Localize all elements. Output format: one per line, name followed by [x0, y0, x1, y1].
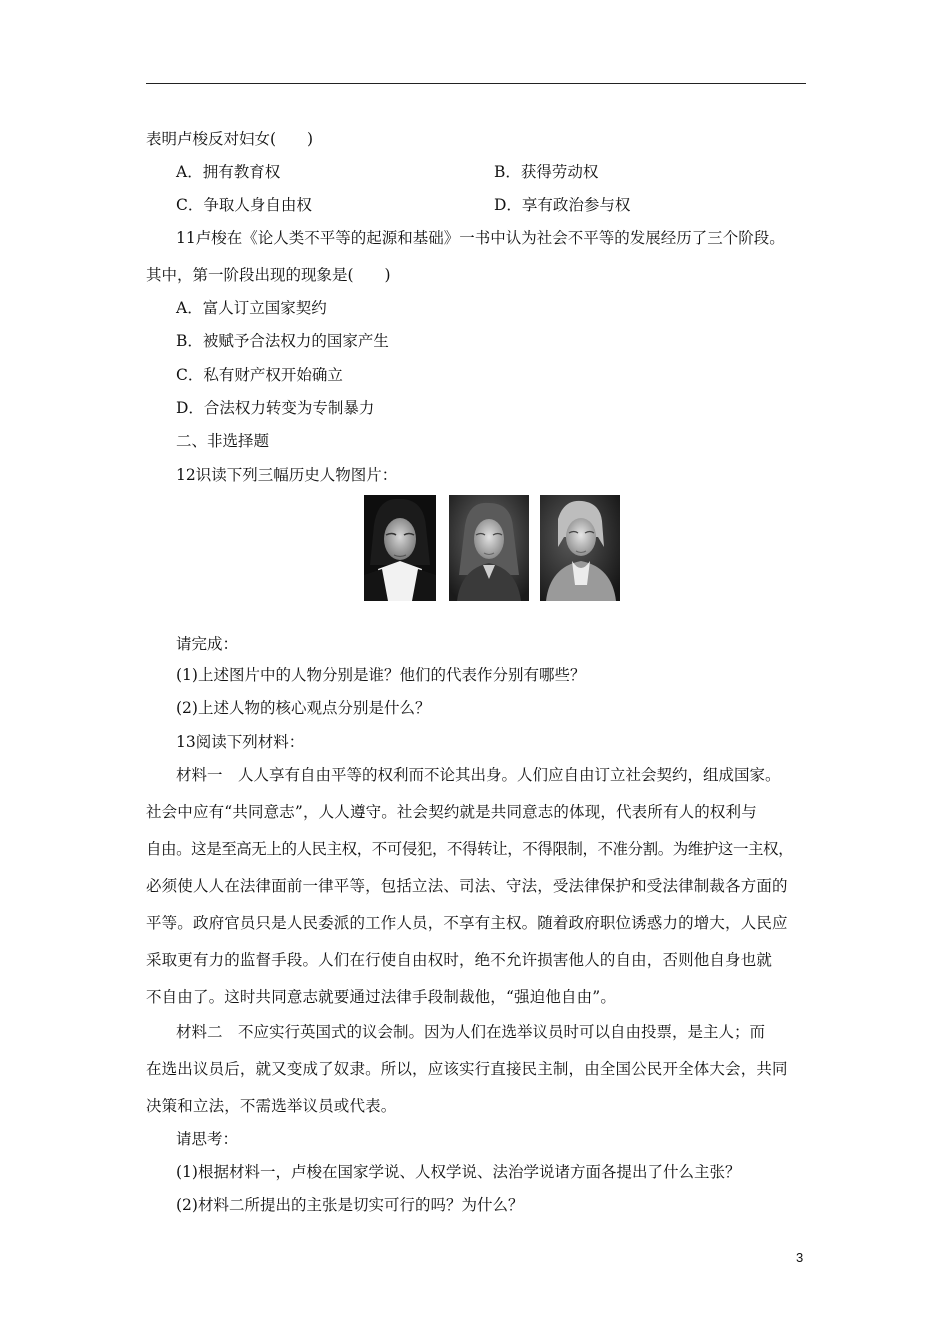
material-2-line3: 决策和立法，不需选举议员或代表。	[146, 1097, 397, 1115]
q12-subquestion-1: (1)上述图片中的人物分别是谁？他们的代表作分别有哪些？	[176, 666, 586, 684]
portrait-2	[449, 495, 529, 601]
material-1-line6: 采取更有力的监督手段。人们在行使自由权时，绝不允许损害他人的自由，否则他自身也就	[146, 951, 773, 969]
material-1-line7: 不自由了。这时共同意志就要通过法律手段制裁他，“强迫他自由”。	[146, 988, 617, 1006]
material-1-line3: 自由。这是至高无上的人民主权，不可侵犯，不得转让，不得限制，不准分割。为维护这一主权，	[146, 840, 794, 858]
q13-subquestion-1: (1)根据材料一，卢梭在国家学说、人权学说、法治学说诸方面各提出了什么主张？	[176, 1163, 741, 1181]
q12-stem: 12识读下列三幅历史人物图片：	[176, 466, 398, 484]
material-2-line2: 在选出议员后，就又变成了奴隶。所以，应该实行直接民主制，由全国公民开全体大会，共同	[146, 1060, 788, 1078]
q13-subquestion-2: (2)材料二所提出的主张是切实可行的吗？为什么？	[176, 1196, 524, 1214]
header-rule	[146, 83, 806, 84]
q10-option-d: D．享有政治参与权	[494, 196, 631, 214]
historical-portraits	[364, 495, 620, 601]
q11-stem-line1: 11卢梭在《论人类不平等的起源和基础》一书中认为社会不平等的发展经历了三个阶段。	[176, 229, 785, 247]
q11-option-a: A．富人订立国家契约	[176, 299, 327, 317]
q13-stem: 13阅读下列材料：	[176, 733, 305, 751]
portrait-1	[364, 495, 436, 601]
q11-option-b: B．被赋予合法权力的国家产生	[176, 332, 389, 350]
page-number: 3	[796, 1250, 804, 1265]
q12-subquestion-2: (2)上述人物的核心观点分别是什么？	[176, 699, 431, 717]
q13-instruction: 请思考：	[176, 1130, 239, 1148]
q11-option-d: D．合法权力转变为专制暴力	[176, 399, 375, 417]
material-1-line5: 平等。政府官员只是人民委派的工作人员，不享有主权。随着政府职位诱惑力的增大，人民应	[146, 914, 788, 932]
q10-option-b: B．获得劳动权	[494, 163, 599, 181]
q11-option-c: C．私有财产权开始确立	[176, 366, 343, 384]
q10-option-a: A．拥有教育权	[176, 163, 281, 181]
material-2-line1: 材料二 不应实行英国式的议会制。因为人们在选举议员时可以自由投票，是主人；而	[176, 1023, 766, 1041]
q12-instruction: 请完成：	[176, 635, 239, 653]
q10-option-c: C．争取人身自由权	[176, 196, 312, 214]
section-heading: 二、非选择题	[176, 432, 270, 450]
material-1-line2: 社会中应有“共同意志”，人人遵守。社会契约就是共同意志的体现，代表所有人的权利与	[146, 803, 757, 821]
material-1-line1: 材料一 人人享有自由平等的权利而不论其出身。人们应自由订立社会契约，组成国家。	[176, 766, 781, 784]
q10-stem-tail: 表明卢梭反对妇女( )	[146, 130, 314, 148]
material-1-line4: 必须使人人在法律面前一律平等，包括立法、司法、守法，受法律保护和受法律制裁各方面的	[146, 877, 788, 895]
portrait-3	[540, 495, 620, 601]
q11-stem-line2: 其中，第一阶段出现的现象是( )	[146, 266, 391, 284]
